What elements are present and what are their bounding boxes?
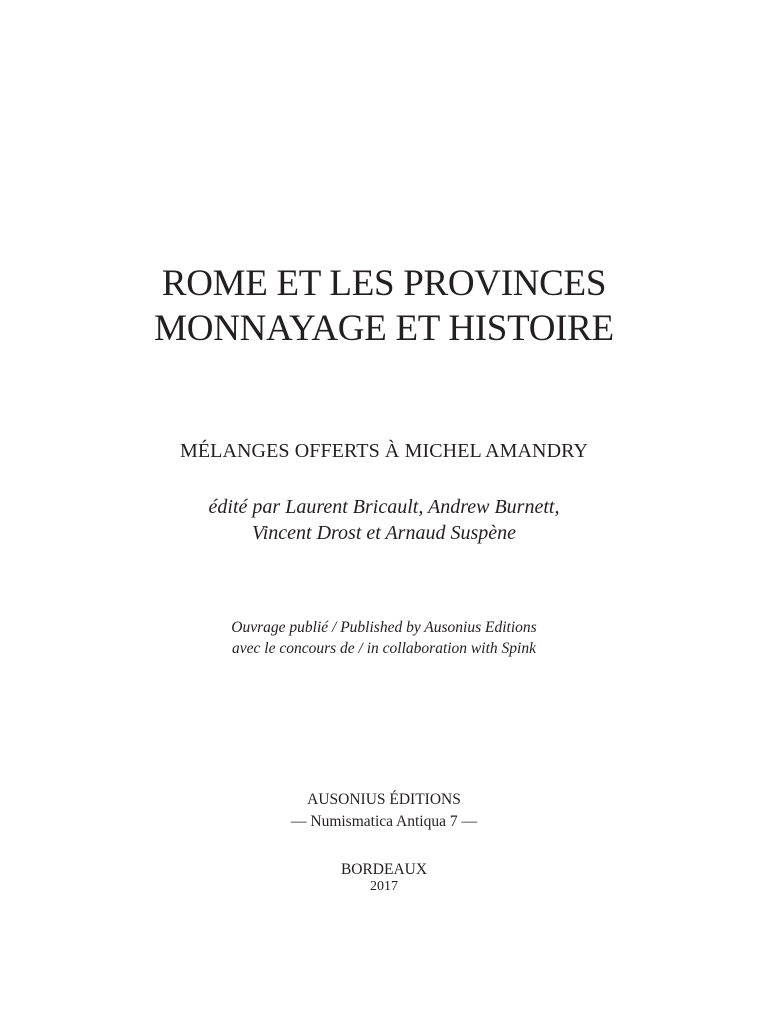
editors-line-1: édité par Laurent Bricault, Andrew Burnett,	[208, 496, 560, 518]
book-title-line-2: MONNAYAGE ET HISTOIRE	[154, 308, 614, 349]
publication-place: BORDEAUX	[340, 861, 428, 878]
series-name: — Numismatica Antiqua 7 —	[291, 813, 477, 830]
publication-note-line-2: avec le concours de / in collaboration with Spink	[232, 640, 536, 657]
publication-year: 2017	[370, 879, 398, 894]
editors-line-2: Vincent Drost et Arnaud Suspène	[251, 522, 517, 544]
book-subtitle: MÉLANGES OFFERTS À MICHEL AMANDRY	[179, 440, 589, 462]
publisher-name: AUSONIUS ÉDITIONS	[307, 791, 461, 808]
book-title-line-1: ROME ET LES PROVINCES	[161, 263, 607, 304]
publication-note-line-1: Ouvrage publié / Published by Ausonius Editions	[231, 619, 537, 636]
